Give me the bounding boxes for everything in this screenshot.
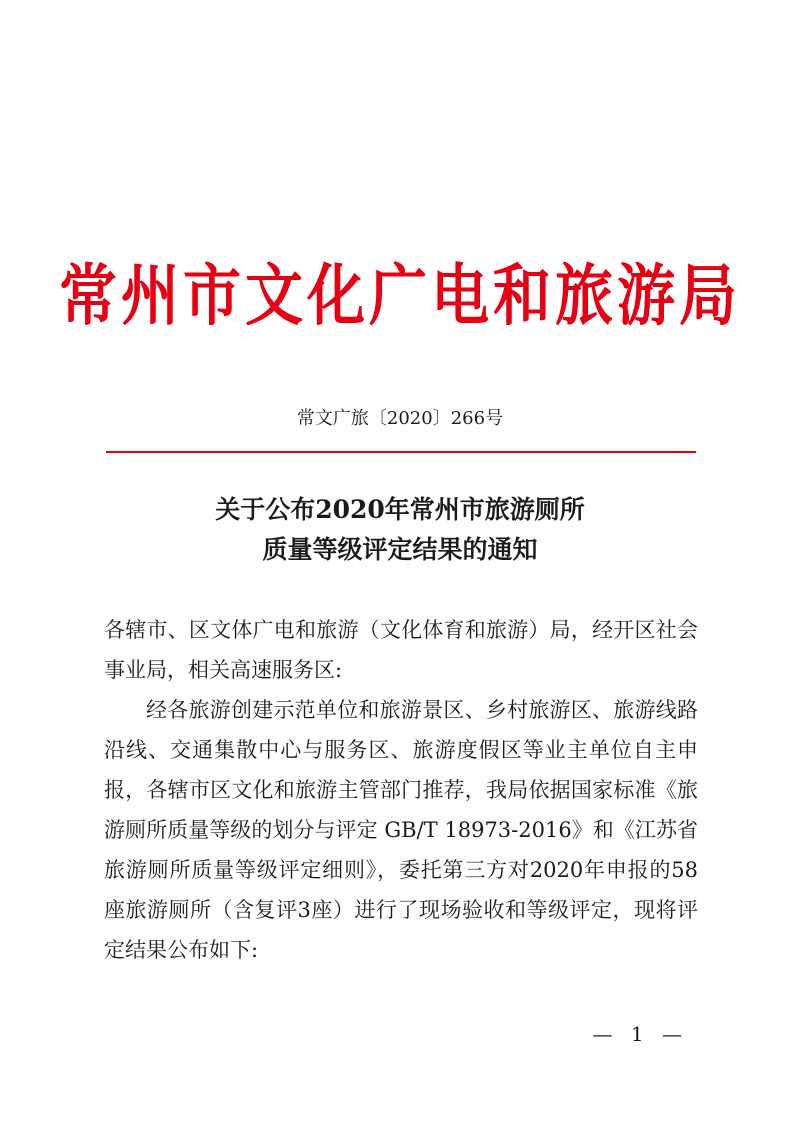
notice-body xyxy=(104,610,698,970)
page-number: — 1 — xyxy=(592,1022,688,1046)
salutation: 各辖市、区文体广电和旅游（文化体育和旅游）局，经开区社会事业局，相关高速服务区: xyxy=(104,618,698,682)
notice-title xyxy=(0,490,800,570)
title-line-2: 质量等级评定结果的通知 xyxy=(262,535,538,564)
issuer-masthead: 常州市文化广电和旅游局 xyxy=(58,256,741,335)
document-number: 常文广旅〔2020〕266号 xyxy=(296,408,504,429)
body-paragraph: 经各旅游创建示范单位和旅游景区、乡村旅游区、旅游线路沿线、交通集散中心与服务区、旅游度假区等业主单位自主申报，各辖市区文化和旅游主管部门推荐，我局依据国家标准《旅游厕所质量等级的划分与评定 GB/T 18973-2016》和《江苏省旅游厕所质量等级评定细则》，委托第三方对2020年申报的58座旅游厕所（含复评3座）进行了现场验收和等级评定，现将评定结果公布如下: xyxy=(104,698,698,962)
title-line-1: 关于公布2020年常州市旅游厕所 xyxy=(215,495,585,524)
red-divider-line xyxy=(106,451,696,453)
